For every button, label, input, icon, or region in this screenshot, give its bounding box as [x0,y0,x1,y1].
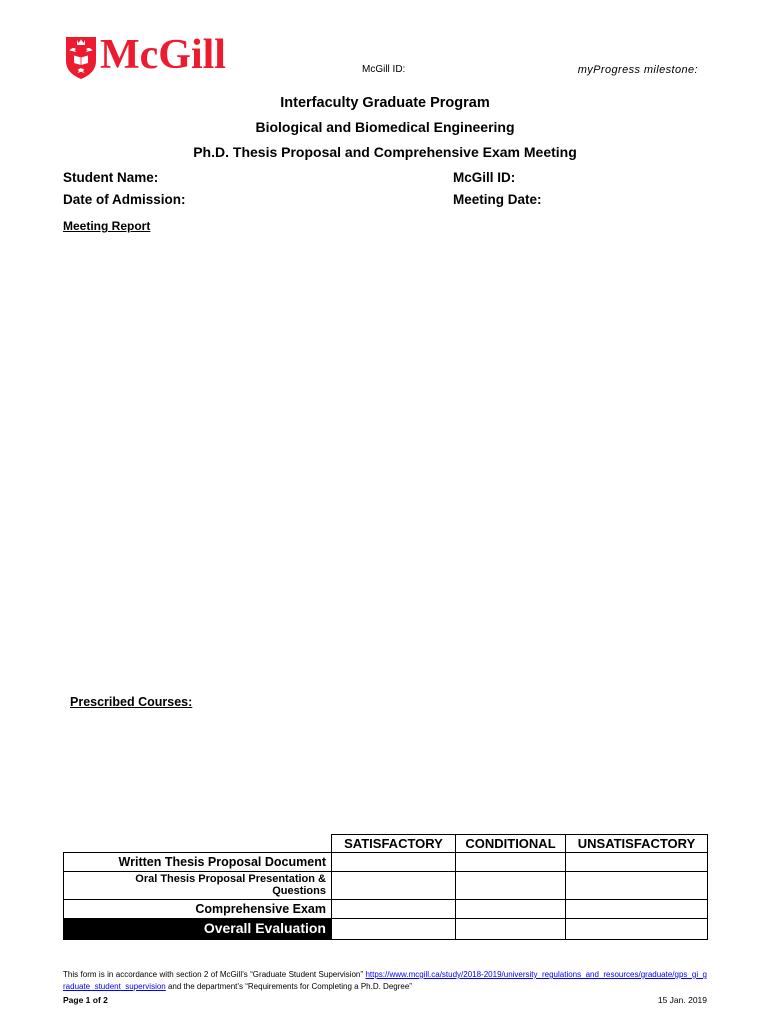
rating-cell-unsatisfactory[interactable] [566,872,708,900]
row-label-oral-presentation: Oral Thesis Proposal Presentation & Questions [135,872,326,897]
supervision-regulations-link[interactable]: https://www.mcgill.ca/study/2018-2019/university_regulations_and_resources/graduate/gps_gi_graduate_student_supervision [63,970,707,991]
column-conditional: CONDITIONAL [456,835,566,853]
overall-evaluation-cell [64,919,332,940]
row-label-cell [64,900,332,919]
header-mcgill-id-label: McGill ID: [362,64,406,75]
column-unsatisfactory: UNSATISFACTORY [566,835,708,853]
row-label-cell [64,872,332,900]
date-of-admission-label: Date of Admission: [63,192,186,207]
row-label-overall-evaluation: Overall Evaluation [203,920,326,936]
footer-text-before: This form is in accordance with section 2 of McGill’s “Graduate Student Supervision” [63,970,364,979]
page-number: Page 1 of 2 [63,995,108,1005]
meeting-date-label: Meeting Date: [453,192,542,207]
prescribed-courses-heading: Prescribed Courses: [70,695,193,709]
student-name-label: Student Name: [63,170,159,185]
column-satisfactory: SATISFACTORY [332,835,456,853]
row-label-comprehensive-exam: Comprehensive Exam [195,902,326,916]
program-title: Interfaculty Graduate Program [280,95,490,111]
department-title: Biological and Biomedical Engineering [255,119,515,135]
rating-cell-satisfactory[interactable] [332,872,456,900]
evaluation-header-row [64,835,708,853]
rating-cell-unsatisfactory[interactable] [566,900,708,919]
row-label-written-proposal: Written Thesis Proposal Document [118,855,326,869]
evaluation-row-overall [64,919,708,940]
rating-cell-unsatisfactory[interactable] [566,853,708,872]
evaluation-header-blank [64,835,332,853]
evaluation-table [63,834,708,940]
footer-text-after: and the department’s “Requirements for Completing a Ph.D. Degree” [167,982,412,991]
rating-cell-satisfactory[interactable] [332,900,456,919]
rating-cell-satisfactory[interactable] [332,919,456,940]
mcgill-crest-icon [65,36,97,80]
revision-date: 15 Jan. 2019 [657,995,707,1005]
rating-cell-conditional[interactable] [456,919,566,940]
header-milestone-label: myProgress milestone: [577,64,698,76]
evaluation-row-comprehensive-exam [64,900,708,919]
mcgill-logo-wordmark: McGill [100,32,226,78]
meeting-title: Ph.D. Thesis Proposal and Comprehensive Exam Meeting [193,144,577,160]
evaluation-row-written-proposal [64,853,708,872]
rating-cell-satisfactory[interactable] [332,853,456,872]
mcgill-id-label: McGill ID: [453,170,516,185]
rating-cell-unsatisfactory[interactable] [566,919,708,940]
rating-cell-conditional[interactable] [456,900,566,919]
footer-notice [63,969,707,993]
rating-cell-conditional[interactable] [456,853,566,872]
meeting-report-heading: Meeting Report [63,219,151,233]
rating-cell-conditional[interactable] [456,872,566,900]
evaluation-row-oral-presentation [64,872,708,900]
row-label-cell [64,853,332,872]
